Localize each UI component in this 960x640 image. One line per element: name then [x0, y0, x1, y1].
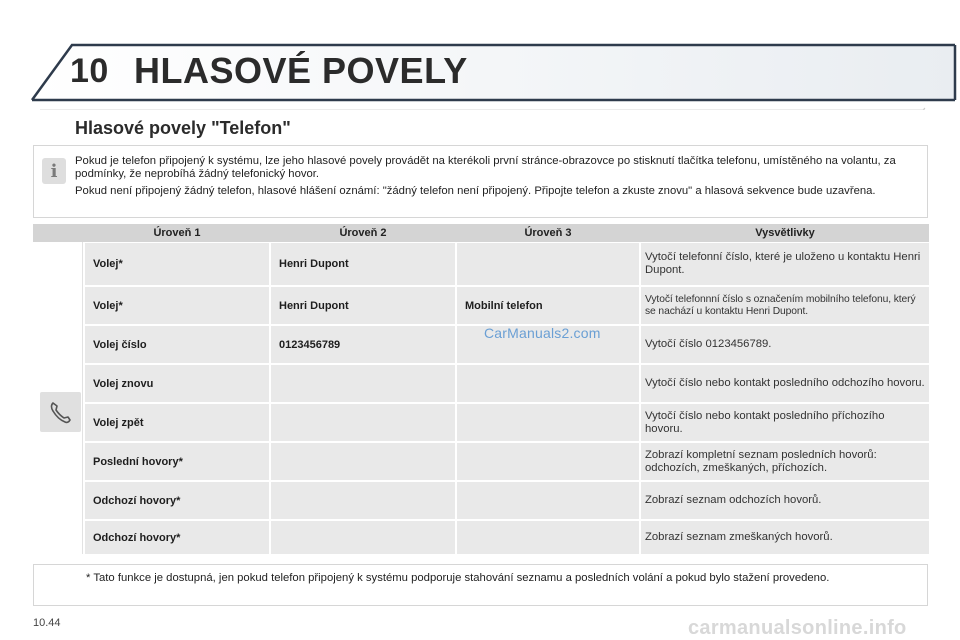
- cell-level-1: Poslední hovory*: [93, 455, 183, 468]
- page-number: 10.44: [33, 617, 61, 629]
- cell-level-2: Henri Dupont: [279, 299, 349, 312]
- cell-explanation: Vytočí číslo nebo kontakt posledního odchozího hovoru.: [645, 377, 925, 389]
- cell-level-2: Henri Dupont: [279, 258, 349, 270]
- chapter-title: HLASOVÉ POVELY: [134, 50, 468, 91]
- cell-explanation: Zobrazí seznam zmeškaných hovorů.: [645, 531, 833, 543]
- cell-level-2: [271, 443, 455, 480]
- header-explanations: Vysvětlivky: [755, 227, 815, 239]
- cell-level-3: [457, 365, 639, 402]
- cell-explanation: Vytočí telefonnní číslo s označením mobilního telefonu, který se nachází u kontaktu Henri Dupont.: [645, 293, 916, 317]
- cell-explanation: Zobrazí seznam odchozích hovorů.: [645, 494, 822, 506]
- cell-level-2: 0123456789: [279, 338, 341, 351]
- phone-icon: [40, 392, 81, 432]
- carmanuals-watermark: CarManuals2.com: [484, 325, 601, 341]
- cell-level-1: Volej zpět: [93, 416, 144, 429]
- chapter-header: [0, 0, 960, 110]
- header-level-2: Úroveň 2: [339, 227, 387, 239]
- table-row: [85, 287, 929, 324]
- cell-level-2: [271, 482, 455, 519]
- cell-level-3: [457, 521, 639, 554]
- voice-command-table: [33, 224, 929, 554]
- table-icon-column: [33, 242, 83, 554]
- footnote-text: * Tato funkce je dostupná, jen pokud telefon připojený k systému podporuje stahování seznamu a posledních volání a pokud bylo stažení provedeno.: [86, 572, 830, 584]
- cell-level-1: Volej*: [93, 299, 123, 312]
- cell-explanation: Vytočí číslo nebo kontakt posledního příchozího hovoru.: [645, 409, 885, 435]
- cell-level-2: [271, 404, 455, 441]
- table-row: [85, 443, 929, 480]
- header-level-1: Úroveň 1: [153, 227, 201, 239]
- cell-explanation: Vytočí číslo 0123456789.: [645, 338, 772, 350]
- cell-level-3: [457, 443, 639, 480]
- header-level-3: Úroveň 3: [524, 227, 572, 239]
- table-row: [85, 482, 929, 519]
- brand-watermark: carmanualsonline.info: [688, 617, 907, 639]
- cell-level-1: Odchozí hovory*: [93, 531, 181, 544]
- cell-explanation: Zobrazí kompletní seznam posledních hovorů: odchozích, zmeškaných, příchozích.: [645, 448, 877, 474]
- table-row: [85, 243, 929, 285]
- cell-explanation: Vytočí telefonní číslo, které je uloženo u kontaktu Henri Dupont.: [645, 251, 921, 276]
- cell-level-1: Volej číslo: [93, 338, 147, 351]
- cell-level-1: Volej znovu: [93, 377, 154, 390]
- table-row: [85, 521, 929, 554]
- cell-level-3: [457, 482, 639, 519]
- cell-level-2: [271, 521, 455, 554]
- chapter-number: 10: [70, 52, 109, 90]
- cell-level-3: Mobilní telefon: [465, 299, 543, 312]
- table-row: [85, 404, 929, 441]
- info-box: [33, 145, 928, 218]
- cell-level-3: [457, 243, 639, 285]
- cell-level-2: [271, 365, 455, 402]
- table-row: [85, 365, 929, 402]
- table-header-row: [33, 224, 929, 242]
- cell-level-1: Volej*: [93, 258, 123, 270]
- info-text: [75, 155, 910, 202]
- info-paragraph-1: Pokud je telefon připojený k systému, lze jeho hlasové povely provádět na kterékoli první stránce-obrazovce po stisknutí tlačítka telefonu, umístěného na volantu, za podmínky, že neprobíhá žádný telefonický hovor.: [75, 155, 896, 180]
- info-icon: i: [42, 158, 66, 184]
- cell-level-1: Odchozí hovory*: [93, 494, 181, 507]
- footnote-box: [33, 564, 928, 606]
- info-paragraph-2: Pokud není připojený žádný telefon, hlasové hlášení oznámí: "žádný telefon není připojený. Připojte telefon a zkuste znovu" a hlasová sekvence bude uzavřena.: [75, 185, 876, 197]
- section-title: Hlasové povely "Telefon": [75, 118, 291, 138]
- cell-level-3: [457, 404, 639, 441]
